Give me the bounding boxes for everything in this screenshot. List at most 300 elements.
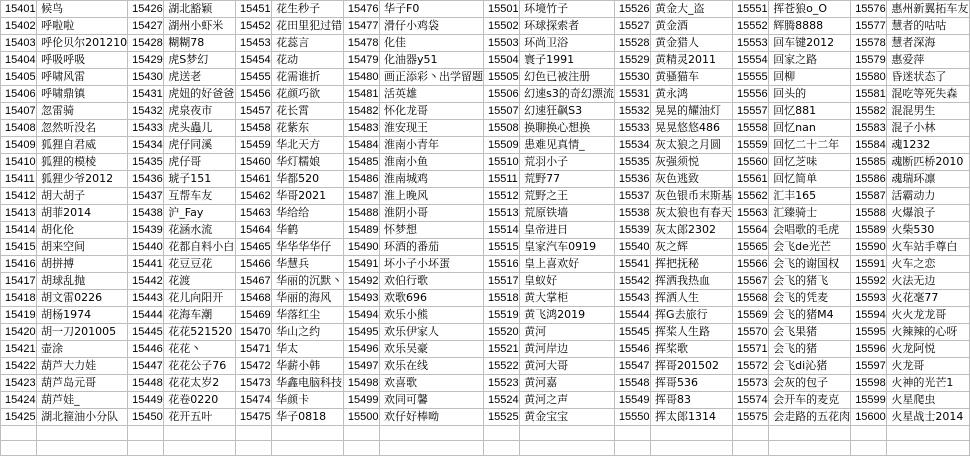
cell-id[interactable]: 15443 [128, 290, 164, 307]
cell-name[interactable]: 黄河 [520, 324, 615, 341]
cell-id[interactable]: 15567 [733, 273, 769, 290]
cell-id[interactable]: 15537 [614, 188, 650, 205]
cell-name[interactable]: 火辣辣的心呀 [887, 324, 970, 341]
cell-name[interactable]: 湖州小虾米 [164, 18, 236, 35]
cell-name[interactable]: 化油器y51 [380, 52, 484, 69]
cell-name[interactable]: 花动 [272, 52, 344, 69]
cell-name[interactable]: 胡大胡子 [37, 188, 128, 205]
empty-cell[interactable] [164, 441, 236, 456]
cell-id[interactable]: 15572 [733, 358, 769, 375]
cell-id[interactable]: 15488 [343, 205, 379, 222]
cell-name[interactable]: 晃晃的耀油灯 [651, 103, 733, 120]
cell-name[interactable]: 虎S梦幻 [164, 52, 236, 69]
cell-id[interactable]: 15478 [343, 35, 379, 52]
cell-name[interactable]: 胡杨1974 [37, 307, 128, 324]
cell-name[interactable]: 华北天方 [272, 137, 344, 154]
cell-id[interactable]: 15506 [484, 86, 520, 103]
cell-name[interactable]: 华给给 [272, 205, 344, 222]
cell-id[interactable]: 15560 [733, 154, 769, 171]
cell-id[interactable]: 15477 [343, 18, 379, 35]
cell-name[interactable]: 淮南小鱼 [380, 154, 484, 171]
cell-id[interactable]: 15435 [128, 154, 164, 171]
cell-id[interactable]: 15524 [484, 392, 520, 409]
cell-id[interactable]: 15492 [343, 273, 379, 290]
cell-id[interactable]: 15551 [733, 1, 769, 18]
cell-name[interactable]: 荒野77 [520, 171, 615, 188]
cell-id[interactable]: 15519 [484, 307, 520, 324]
cell-id[interactable]: 15577 [851, 18, 887, 35]
cell-name[interactable]: 花卷0220 [164, 392, 236, 409]
cell-name[interactable]: 回忆881 [769, 103, 851, 120]
cell-name[interactable]: 挥洒人生 [651, 290, 733, 307]
cell-name[interactable]: 湖北豁颖 [164, 1, 236, 18]
cell-id[interactable]: 15489 [343, 222, 379, 239]
cell-id[interactable]: 15430 [128, 69, 164, 86]
cell-name[interactable]: 欢乐伊家人 [380, 324, 484, 341]
cell-name[interactable]: 皇上喜欢好 [520, 256, 615, 273]
empty-cell[interactable] [851, 441, 887, 456]
cell-id[interactable]: 15566 [733, 256, 769, 273]
cell-id[interactable]: 15552 [733, 18, 769, 35]
cell-name[interactable]: 虎妞的好爸爸 [164, 86, 236, 103]
cell-name[interactable]: 虎送老 [164, 69, 236, 86]
cell-name[interactable]: 回头的 [769, 86, 851, 103]
cell-name[interactable]: 荒原铁墙 [520, 205, 615, 222]
cell-id[interactable]: 15509 [484, 137, 520, 154]
cell-name[interactable]: 华都520 [272, 171, 344, 188]
cell-id[interactable]: 15454 [236, 52, 272, 69]
cell-id[interactable]: 15573 [733, 375, 769, 392]
cell-id[interactable]: 15576 [851, 1, 887, 18]
cell-name[interactable]: 会飞的凭麦 [769, 290, 851, 307]
cell-name[interactable]: 胡化伦 [37, 222, 128, 239]
cell-name[interactable]: 忽雷骑 [37, 103, 128, 120]
cell-id[interactable]: 15522 [484, 358, 520, 375]
cell-name[interactable]: 欢歌696 [380, 290, 484, 307]
cell-name[interactable]: 灰色逃致 [651, 171, 733, 188]
cell-id[interactable]: 15448 [128, 375, 164, 392]
cell-id[interactable]: 15414 [1, 222, 37, 239]
cell-id[interactable]: 15543 [614, 290, 650, 307]
cell-name[interactable]: 黄大掌柜 [520, 290, 615, 307]
cell-name[interactable]: 黄永鸿 [651, 86, 733, 103]
empty-cell[interactable] [343, 426, 379, 441]
cell-id[interactable]: 15527 [614, 18, 650, 35]
cell-name[interactable]: 幻速狂飙S3 [520, 103, 615, 120]
cell-id[interactable]: 15459 [236, 137, 272, 154]
cell-name[interactable]: 胡拼搏 [37, 256, 128, 273]
cell-id[interactable]: 15431 [128, 86, 164, 103]
cell-id[interactable]: 15465 [236, 239, 272, 256]
cell-name[interactable]: 会唱歌的毛虎 [769, 222, 851, 239]
cell-id[interactable]: 15569 [733, 307, 769, 324]
cell-name[interactable]: 寰子1991 [520, 52, 615, 69]
cell-id[interactable]: 15580 [851, 69, 887, 86]
cell-id[interactable]: 15439 [128, 222, 164, 239]
cell-name[interactable]: 环酒的番茄 [380, 239, 484, 256]
cell-id[interactable]: 15453 [236, 35, 272, 52]
cell-id[interactable]: 15532 [614, 103, 650, 120]
empty-cell[interactable] [37, 441, 128, 456]
cell-name[interactable]: 环境竹子 [520, 1, 615, 18]
empty-cell[interactable] [520, 426, 615, 441]
cell-name[interactable]: 怀梦想 [380, 222, 484, 239]
cell-id[interactable]: 15564 [733, 222, 769, 239]
cell-id[interactable]: 15410 [1, 154, 37, 171]
cell-name[interactable]: 皇帝进日 [520, 222, 615, 239]
cell-id[interactable]: 15424 [1, 392, 37, 409]
cell-id[interactable]: 15531 [614, 86, 650, 103]
cell-name[interactable]: 淮南城鸡 [380, 171, 484, 188]
cell-id[interactable]: 15401 [1, 1, 37, 18]
cell-name[interactable]: 魂1232 [887, 137, 970, 154]
cell-id[interactable]: 15472 [236, 358, 272, 375]
cell-name[interactable]: 候鸟 [37, 1, 128, 18]
cell-id[interactable]: 15426 [128, 1, 164, 18]
cell-id[interactable]: 15500 [343, 409, 379, 426]
cell-id[interactable]: 15425 [1, 409, 37, 426]
cell-name[interactable]: 葫芦娃_ [37, 392, 128, 409]
cell-name[interactable]: 葫芦大力娃 [37, 358, 128, 375]
cell-id[interactable]: 15540 [614, 239, 650, 256]
cell-id[interactable]: 15406 [1, 86, 37, 103]
cell-name[interactable]: 花都自料小白 [164, 239, 236, 256]
cell-name[interactable]: 火龙阿悦 [887, 341, 970, 358]
cell-id[interactable]: 15533 [614, 120, 650, 137]
cell-id[interactable]: 15469 [236, 307, 272, 324]
cell-name[interactable]: 混吃等死失森 [887, 86, 970, 103]
cell-id[interactable]: 15582 [851, 103, 887, 120]
cell-name[interactable]: 呼啸风雷 [37, 69, 128, 86]
cell-name[interactable]: 黄金猎人 [651, 35, 733, 52]
cell-name[interactable]: 胡来空间 [37, 239, 128, 256]
cell-name[interactable]: 花长霄 [272, 103, 344, 120]
cell-name[interactable]: 辉腾8888 [769, 18, 851, 35]
cell-name[interactable]: 灰强须悦 [651, 154, 733, 171]
cell-name[interactable]: 花花太岁2 [164, 375, 236, 392]
cell-id[interactable]: 15409 [1, 137, 37, 154]
cell-id[interactable]: 15456 [236, 86, 272, 103]
cell-id[interactable]: 15476 [343, 1, 379, 18]
cell-id[interactable]: 15510 [484, 154, 520, 171]
cell-name[interactable]: 花开五叶 [164, 409, 236, 426]
cell-id[interactable]: 15468 [236, 290, 272, 307]
cell-name[interactable]: 挥哥536 [651, 375, 733, 392]
cell-id[interactable]: 15508 [484, 120, 520, 137]
cell-name[interactable]: 挥太郎1314 [651, 409, 733, 426]
cell-name[interactable]: 挥哥201502 [651, 358, 733, 375]
cell-id[interactable]: 15595 [851, 324, 887, 341]
cell-name[interactable]: 花花丶 [164, 341, 236, 358]
cell-name[interactable]: 回车键2012 [769, 35, 851, 52]
cell-id[interactable]: 15542 [614, 273, 650, 290]
cell-name[interactable]: 华山之约 [272, 324, 344, 341]
cell-id[interactable]: 15444 [128, 307, 164, 324]
cell-name[interactable]: 花生秒子 [272, 1, 344, 18]
cell-id[interactable]: 15416 [1, 256, 37, 273]
cell-id[interactable]: 15529 [614, 52, 650, 69]
cell-name[interactable]: 狐狸少爷2012 [37, 171, 128, 188]
cell-name[interactable]: 患难见真情_ [520, 137, 615, 154]
cell-name[interactable]: 花涵水流 [164, 222, 236, 239]
cell-id[interactable]: 15563 [733, 205, 769, 222]
cell-id[interactable]: 15470 [236, 324, 272, 341]
cell-id[interactable]: 15568 [733, 290, 769, 307]
cell-name[interactable]: 花花公子76 [164, 358, 236, 375]
cell-name[interactable]: 惠州新翼拓车友 [887, 1, 970, 18]
cell-id[interactable]: 15505 [484, 69, 520, 86]
cell-name[interactable]: 花需谁折 [272, 69, 344, 86]
cell-id[interactable]: 15541 [614, 256, 650, 273]
cell-id[interactable]: 15521 [484, 341, 520, 358]
cell-name[interactable]: 华慧兵 [272, 256, 344, 273]
cell-id[interactable]: 15481 [343, 86, 379, 103]
cell-id[interactable]: 15588 [851, 205, 887, 222]
cell-id[interactable]: 15583 [851, 120, 887, 137]
cell-id[interactable]: 15442 [128, 273, 164, 290]
cell-name[interactable]: 欢喜歌 [380, 375, 484, 392]
cell-name[interactable]: 坏小子小坏蛋 [380, 256, 484, 273]
cell-name[interactable]: 环尚卫浴 [520, 35, 615, 52]
cell-name[interactable]: 花豆豆花 [164, 256, 236, 273]
cell-id[interactable]: 15427 [128, 18, 164, 35]
empty-cell[interactable] [614, 441, 650, 456]
cell-name[interactable]: 灰之辉 [651, 239, 733, 256]
cell-id[interactable]: 15428 [128, 35, 164, 52]
cell-name[interactable]: 环球探索者 [520, 18, 615, 35]
cell-id[interactable]: 15501 [484, 1, 520, 18]
cell-id[interactable]: 15491 [343, 256, 379, 273]
cell-id[interactable]: 15413 [1, 205, 37, 222]
cell-name[interactable]: 欢乐在线 [380, 358, 484, 375]
cell-id[interactable]: 15467 [236, 273, 272, 290]
cell-id[interactable]: 15457 [236, 103, 272, 120]
cell-id[interactable]: 15450 [128, 409, 164, 426]
cell-id[interactable]: 15494 [343, 307, 379, 324]
cell-id[interactable]: 15471 [236, 341, 272, 358]
cell-id[interactable]: 15415 [1, 239, 37, 256]
cell-name[interactable]: 幻速s3的奇幻漂流 [520, 86, 615, 103]
cell-id[interactable]: 15499 [343, 392, 379, 409]
cell-id[interactable]: 15525 [484, 409, 520, 426]
cell-name[interactable]: 华丽的沉默丶 [272, 273, 344, 290]
cell-id[interactable]: 15484 [343, 137, 379, 154]
cell-name[interactable]: 惠爱萍 [887, 52, 970, 69]
cell-id[interactable]: 15437 [128, 188, 164, 205]
cell-name[interactable]: 会开车的麦克 [769, 392, 851, 409]
cell-name[interactable]: 沪_Fay [164, 205, 236, 222]
empty-cell[interactable] [887, 441, 970, 456]
cell-name[interactable]: 华子F0 [380, 1, 484, 18]
empty-cell[interactable] [272, 441, 344, 456]
cell-name[interactable]: 狐狸自君威 [37, 137, 128, 154]
cell-name[interactable]: 挥洒我热血 [651, 273, 733, 290]
cell-id[interactable]: 15447 [128, 358, 164, 375]
cell-id[interactable]: 15479 [343, 52, 379, 69]
cell-name[interactable]: 火车站手尊白 [887, 239, 970, 256]
cell-name[interactable]: 回忆芝味 [769, 154, 851, 171]
cell-id[interactable]: 15487 [343, 188, 379, 205]
cell-name[interactable]: 慧者的咕咕 [887, 18, 970, 35]
cell-id[interactable]: 15405 [1, 69, 37, 86]
cell-name[interactable]: 欢同可馨 [380, 392, 484, 409]
cell-name[interactable]: 胡菲2014 [37, 205, 128, 222]
cell-name[interactable]: 花花521520 [164, 324, 236, 341]
cell-name[interactable]: 滑仔小鸡袋 [380, 18, 484, 35]
cell-id[interactable]: 15436 [128, 171, 164, 188]
cell-name[interactable]: 火火龙龙哥 [887, 307, 970, 324]
cell-name[interactable]: 胡文雷0226 [37, 290, 128, 307]
cell-name[interactable]: 呼伦贝尔201210 [37, 35, 128, 52]
cell-name[interactable]: 灰太狼也有春天 [651, 205, 733, 222]
cell-id[interactable]: 15493 [343, 290, 379, 307]
empty-cell[interactable] [128, 426, 164, 441]
cell-name[interactable]: 欢伯行歌 [380, 273, 484, 290]
cell-id[interactable]: 15420 [1, 324, 37, 341]
cell-id[interactable]: 15473 [236, 375, 272, 392]
cell-name[interactable]: 回柳 [769, 69, 851, 86]
cell-id[interactable]: 15594 [851, 307, 887, 324]
cell-name[interactable]: 挥哥83 [651, 392, 733, 409]
cell-id[interactable]: 15596 [851, 341, 887, 358]
cell-id[interactable]: 15462 [236, 188, 272, 205]
cell-id[interactable]: 15483 [343, 120, 379, 137]
cell-name[interactable]: 胡球乱抛 [37, 273, 128, 290]
cell-name[interactable]: 胡一刀201005 [37, 324, 128, 341]
cell-id[interactable]: 15513 [484, 205, 520, 222]
empty-cell[interactable] [128, 441, 164, 456]
empty-cell[interactable] [651, 426, 733, 441]
cell-id[interactable]: 15461 [236, 171, 272, 188]
cell-name[interactable]: 黄飞鸿2019 [520, 307, 615, 324]
cell-id[interactable]: 15452 [236, 18, 272, 35]
cell-name[interactable]: 华丽的海风 [272, 290, 344, 307]
cell-name[interactable]: 灰太狼之月圆 [651, 137, 733, 154]
cell-id[interactable]: 15419 [1, 307, 37, 324]
empty-cell[interactable] [236, 426, 272, 441]
cell-id[interactable]: 15449 [128, 392, 164, 409]
cell-name[interactable]: 灰色银币末斯基 [651, 188, 733, 205]
cell-id[interactable]: 15538 [614, 205, 650, 222]
cell-name[interactable]: 汇臻骑士 [769, 205, 851, 222]
cell-id[interactable]: 15455 [236, 69, 272, 86]
cell-id[interactable]: 15495 [343, 324, 379, 341]
cell-name[interactable]: 黄骚猫车 [651, 69, 733, 86]
cell-id[interactable]: 15403 [1, 35, 37, 52]
cell-name[interactable]: 魂瑞环凛 [887, 171, 970, 188]
cell-id[interactable]: 15407 [1, 103, 37, 120]
cell-name[interactable]: 黄金宝宝 [520, 409, 615, 426]
cell-name[interactable]: 花蕊言 [272, 35, 344, 52]
cell-id[interactable]: 15523 [484, 375, 520, 392]
cell-id[interactable]: 15466 [236, 256, 272, 273]
empty-cell[interactable] [769, 441, 851, 456]
cell-id[interactable]: 15451 [236, 1, 272, 18]
cell-id[interactable]: 15408 [1, 120, 37, 137]
cell-name[interactable]: 灰太郎2302 [651, 222, 733, 239]
cell-id[interactable]: 15464 [236, 222, 272, 239]
cell-id[interactable]: 15571 [733, 341, 769, 358]
cell-name[interactable]: 欢乐吴豪 [380, 341, 484, 358]
cell-name[interactable]: 挥桨歌 [651, 341, 733, 358]
cell-name[interactable]: 混子小林 [887, 120, 970, 137]
cell-id[interactable]: 15558 [733, 120, 769, 137]
cell-id[interactable]: 15507 [484, 103, 520, 120]
cell-id[interactable]: 15432 [128, 103, 164, 120]
cell-name[interactable]: 欢仔好棒呦 [380, 409, 484, 426]
cell-name[interactable]: 会灰的包子 [769, 375, 851, 392]
cell-name[interactable]: 花紫东 [272, 120, 344, 137]
empty-cell[interactable] [164, 426, 236, 441]
empty-cell[interactable] [520, 441, 615, 456]
cell-name[interactable]: 慧者深海 [887, 35, 970, 52]
cell-id[interactable]: 15429 [128, 52, 164, 69]
cell-id[interactable]: 15600 [851, 409, 887, 426]
cell-name[interactable]: 呼吸呼吸 [37, 52, 128, 69]
cell-id[interactable]: 15598 [851, 375, 887, 392]
cell-name[interactable]: 花儿向阳开 [164, 290, 236, 307]
cell-name[interactable]: 华太 [272, 341, 344, 358]
cell-name[interactable]: 荒羽小子 [520, 154, 615, 171]
cell-id[interactable]: 15490 [343, 239, 379, 256]
cell-id[interactable]: 15474 [236, 392, 272, 409]
cell-name[interactable]: 华鑫电脑科技 [272, 375, 344, 392]
cell-name[interactable]: 淮阴小哥 [380, 205, 484, 222]
cell-id[interactable]: 15591 [851, 256, 887, 273]
cell-name[interactable]: 糊糊78 [164, 35, 236, 52]
cell-id[interactable]: 15412 [1, 188, 37, 205]
cell-id[interactable]: 15526 [614, 1, 650, 18]
empty-cell[interactable] [484, 441, 520, 456]
cell-id[interactable]: 15547 [614, 358, 650, 375]
cell-name[interactable]: 会飞果猪 [769, 324, 851, 341]
cell-id[interactable]: 15597 [851, 358, 887, 375]
empty-cell[interactable] [343, 441, 379, 456]
cell-name[interactable]: 虎仔同溪 [164, 137, 236, 154]
empty-cell[interactable] [380, 441, 484, 456]
cell-name[interactable]: 黄河嘉 [520, 375, 615, 392]
cell-id[interactable]: 15423 [1, 375, 37, 392]
cell-id[interactable]: 15411 [1, 171, 37, 188]
cell-id[interactable]: 15463 [236, 205, 272, 222]
cell-name[interactable]: 火龙哥 [887, 358, 970, 375]
cell-name[interactable]: 琥子151 [164, 171, 236, 188]
cell-name[interactable]: 湖北箍油小分队 [37, 409, 128, 426]
cell-name[interactable]: 黄河之声 [520, 392, 615, 409]
cell-name[interactable]: 画正添彩丶出学留题 [380, 69, 484, 86]
cell-name[interactable]: 晃晃悠悠486 [651, 120, 733, 137]
cell-name[interactable]: 黄金大_盗 [651, 1, 733, 18]
cell-id[interactable]: 15534 [614, 137, 650, 154]
cell-id[interactable]: 15402 [1, 18, 37, 35]
cell-name[interactable]: 火星爬虫 [887, 392, 970, 409]
cell-name[interactable]: 黄精灵2011 [651, 52, 733, 69]
cell-id[interactable]: 15574 [733, 392, 769, 409]
cell-id[interactable]: 15578 [851, 35, 887, 52]
cell-name[interactable]: 呼啸鼎镇 [37, 86, 128, 103]
cell-id[interactable]: 15587 [851, 188, 887, 205]
cell-name[interactable]: 黄金酒 [651, 18, 733, 35]
cell-name[interactable]: 回忆二十二年 [769, 137, 851, 154]
cell-name[interactable]: 挥G去旅行 [651, 307, 733, 324]
cell-id[interactable]: 15438 [128, 205, 164, 222]
cell-id[interactable]: 15480 [343, 69, 379, 86]
empty-cell[interactable] [37, 426, 128, 441]
cell-name[interactable]: 汇丰165 [769, 188, 851, 205]
cell-id[interactable]: 15446 [128, 341, 164, 358]
cell-name[interactable]: 淮上晚风 [380, 188, 484, 205]
cell-id[interactable]: 15550 [614, 409, 650, 426]
